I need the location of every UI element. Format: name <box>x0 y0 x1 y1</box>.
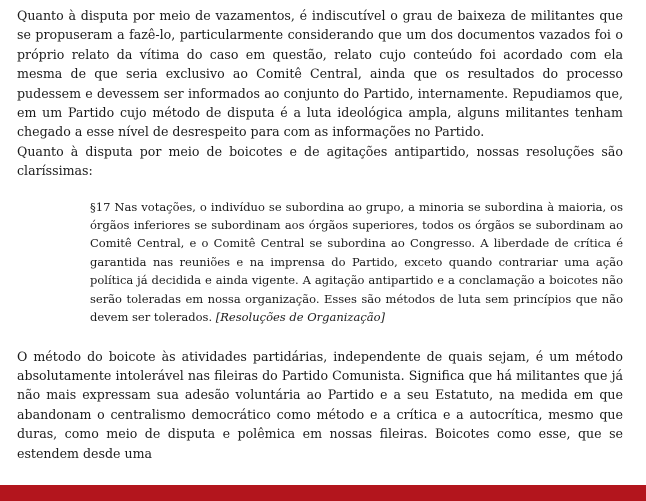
paragraph-boycott-method: O método do boicote às atividades partidárias, independente de quais sejam, é um método absolutamente intolerável nas fileiras do Partido Comunista. Significa que há militantes que já não mais expressam sua adesão voluntária ao Partido e a seu Estatuto, na medida em que abandonam o centralismo democrático como método e a crítica e a autocrítica, mesmo que duras, como meio de disputa e polêmica em nossas fileiras. Boicotes como esse, que se estendem desde uma <box>17 348 623 461</box>
block-quote-statute <box>90 198 623 327</box>
document-body <box>17 6 623 463</box>
paragraph-leaks: Quanto à disputa por meio de vazamentos, é indiscutível o grau de baixeza de militantes que se propuseram a fazê-lo, particularmente considerando que um dos documentos vazados foi o próprio relato da vítima do caso em questão, relato cujo conteúdo foi acordado com ela mesma de que seria exclusivo ao Comitê Central, ainda que os resultados do processo pudessem e devessem ser informados ao conjunto do Partido, internamente. Repudiamos que, em um Partido cujo método de disputa é a luta ideológica ampla, alguns militantes tenham chegado a esse nível de desrespeito para com as informações no Partido. <box>17 8 623 140</box>
paragraph-boycotts-intro: Quanto à disputa por meio de boicotes e de agitações antipartido, nossas resoluções são claríssimas: <box>17 143 623 179</box>
quote-text: §17 Nas votações, o indivíduo se subordina ao grupo, a minoria se subordina à maioria, os órgãos inferiores se subordinam aos órgãos superiores, todos os órgãos se subordinam ao Comitê Central, e o Comitê Central se subordina ao Congresso. A liberdade de crítica é garantida nas reuniões e na imprensa do Partido, exceto quando contrariar uma ação política já decidida e ainda vigente. A agitação antipartido e a conclamação a boicotes não serão toleradas em nossa organização. Esses são métodos de luta sem princípios que não devem ser tolerados. <box>90 199 623 325</box>
quote-source: [Resoluções de Organização] <box>215 310 386 325</box>
footer-bar <box>0 485 646 501</box>
